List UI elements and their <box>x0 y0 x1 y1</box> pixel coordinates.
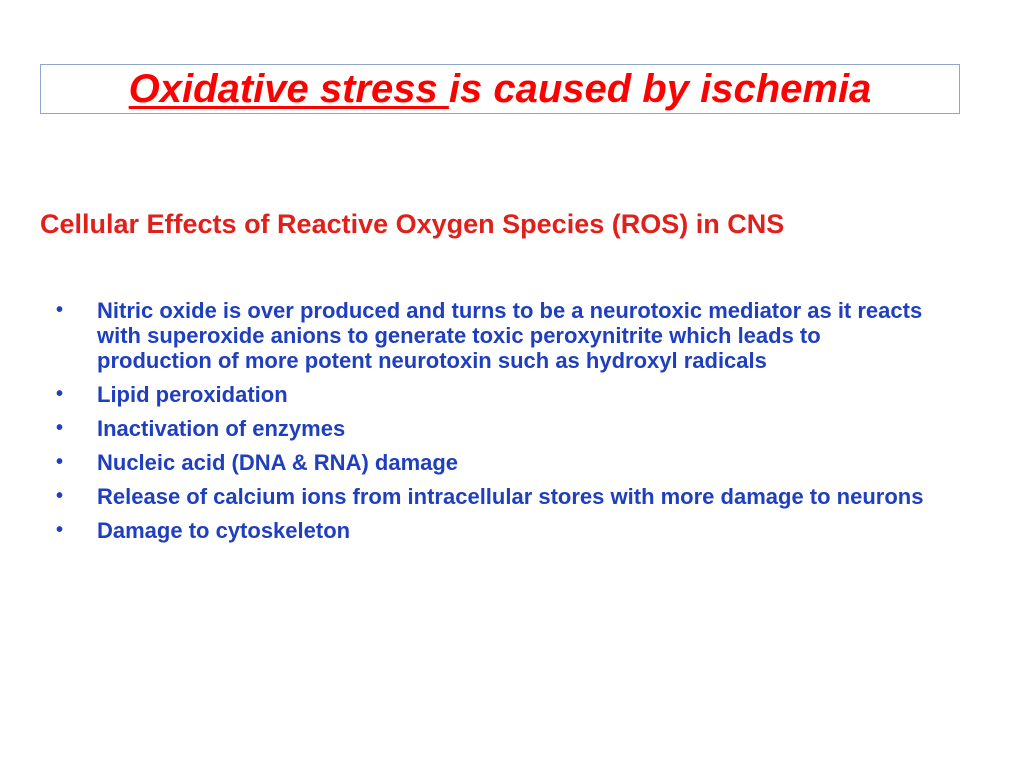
bullet-icon: • <box>56 451 64 473</box>
bullet-list <box>56 298 936 552</box>
bullet-text: Nitric oxide is over produced and turns to be a neurotoxic mediator as it reacts with superoxide anions to generate toxic peroxynitrite which leads to production of more potent neurotoxin such as hydroxyl radicals <box>97 298 923 373</box>
bullet-item <box>56 298 936 373</box>
bullet-icon: • <box>56 519 64 541</box>
bullet-text: Damage to cytoskeleton <box>97 518 351 543</box>
slide-title <box>129 65 872 113</box>
bullet-text: Lipid peroxidation <box>97 382 288 407</box>
bullet-icon: • <box>56 417 64 439</box>
bullet-item <box>56 484 936 509</box>
title-rest-text: is caused by ischemia <box>448 67 872 111</box>
bullet-item <box>56 382 936 407</box>
bullet-icon: • <box>56 383 64 405</box>
bullet-icon: • <box>56 485 64 507</box>
bullet-text: Nucleic acid (DNA & RNA) damage <box>97 450 459 475</box>
bullet-item <box>56 416 936 441</box>
title-box <box>40 64 960 114</box>
bullet-item <box>56 518 936 543</box>
bullet-text: Release of calcium ions from intracellular stores with more damage to neurons <box>97 484 924 509</box>
bullet-icon: • <box>56 299 64 321</box>
slide-subtitle: Cellular Effects of Reactive Oxygen Species (ROS) in CNS <box>40 209 785 239</box>
bullet-item <box>56 450 936 475</box>
bullet-text: Inactivation of enzymes <box>97 416 346 441</box>
title-underlined-text: Oxidative stress <box>128 67 449 111</box>
